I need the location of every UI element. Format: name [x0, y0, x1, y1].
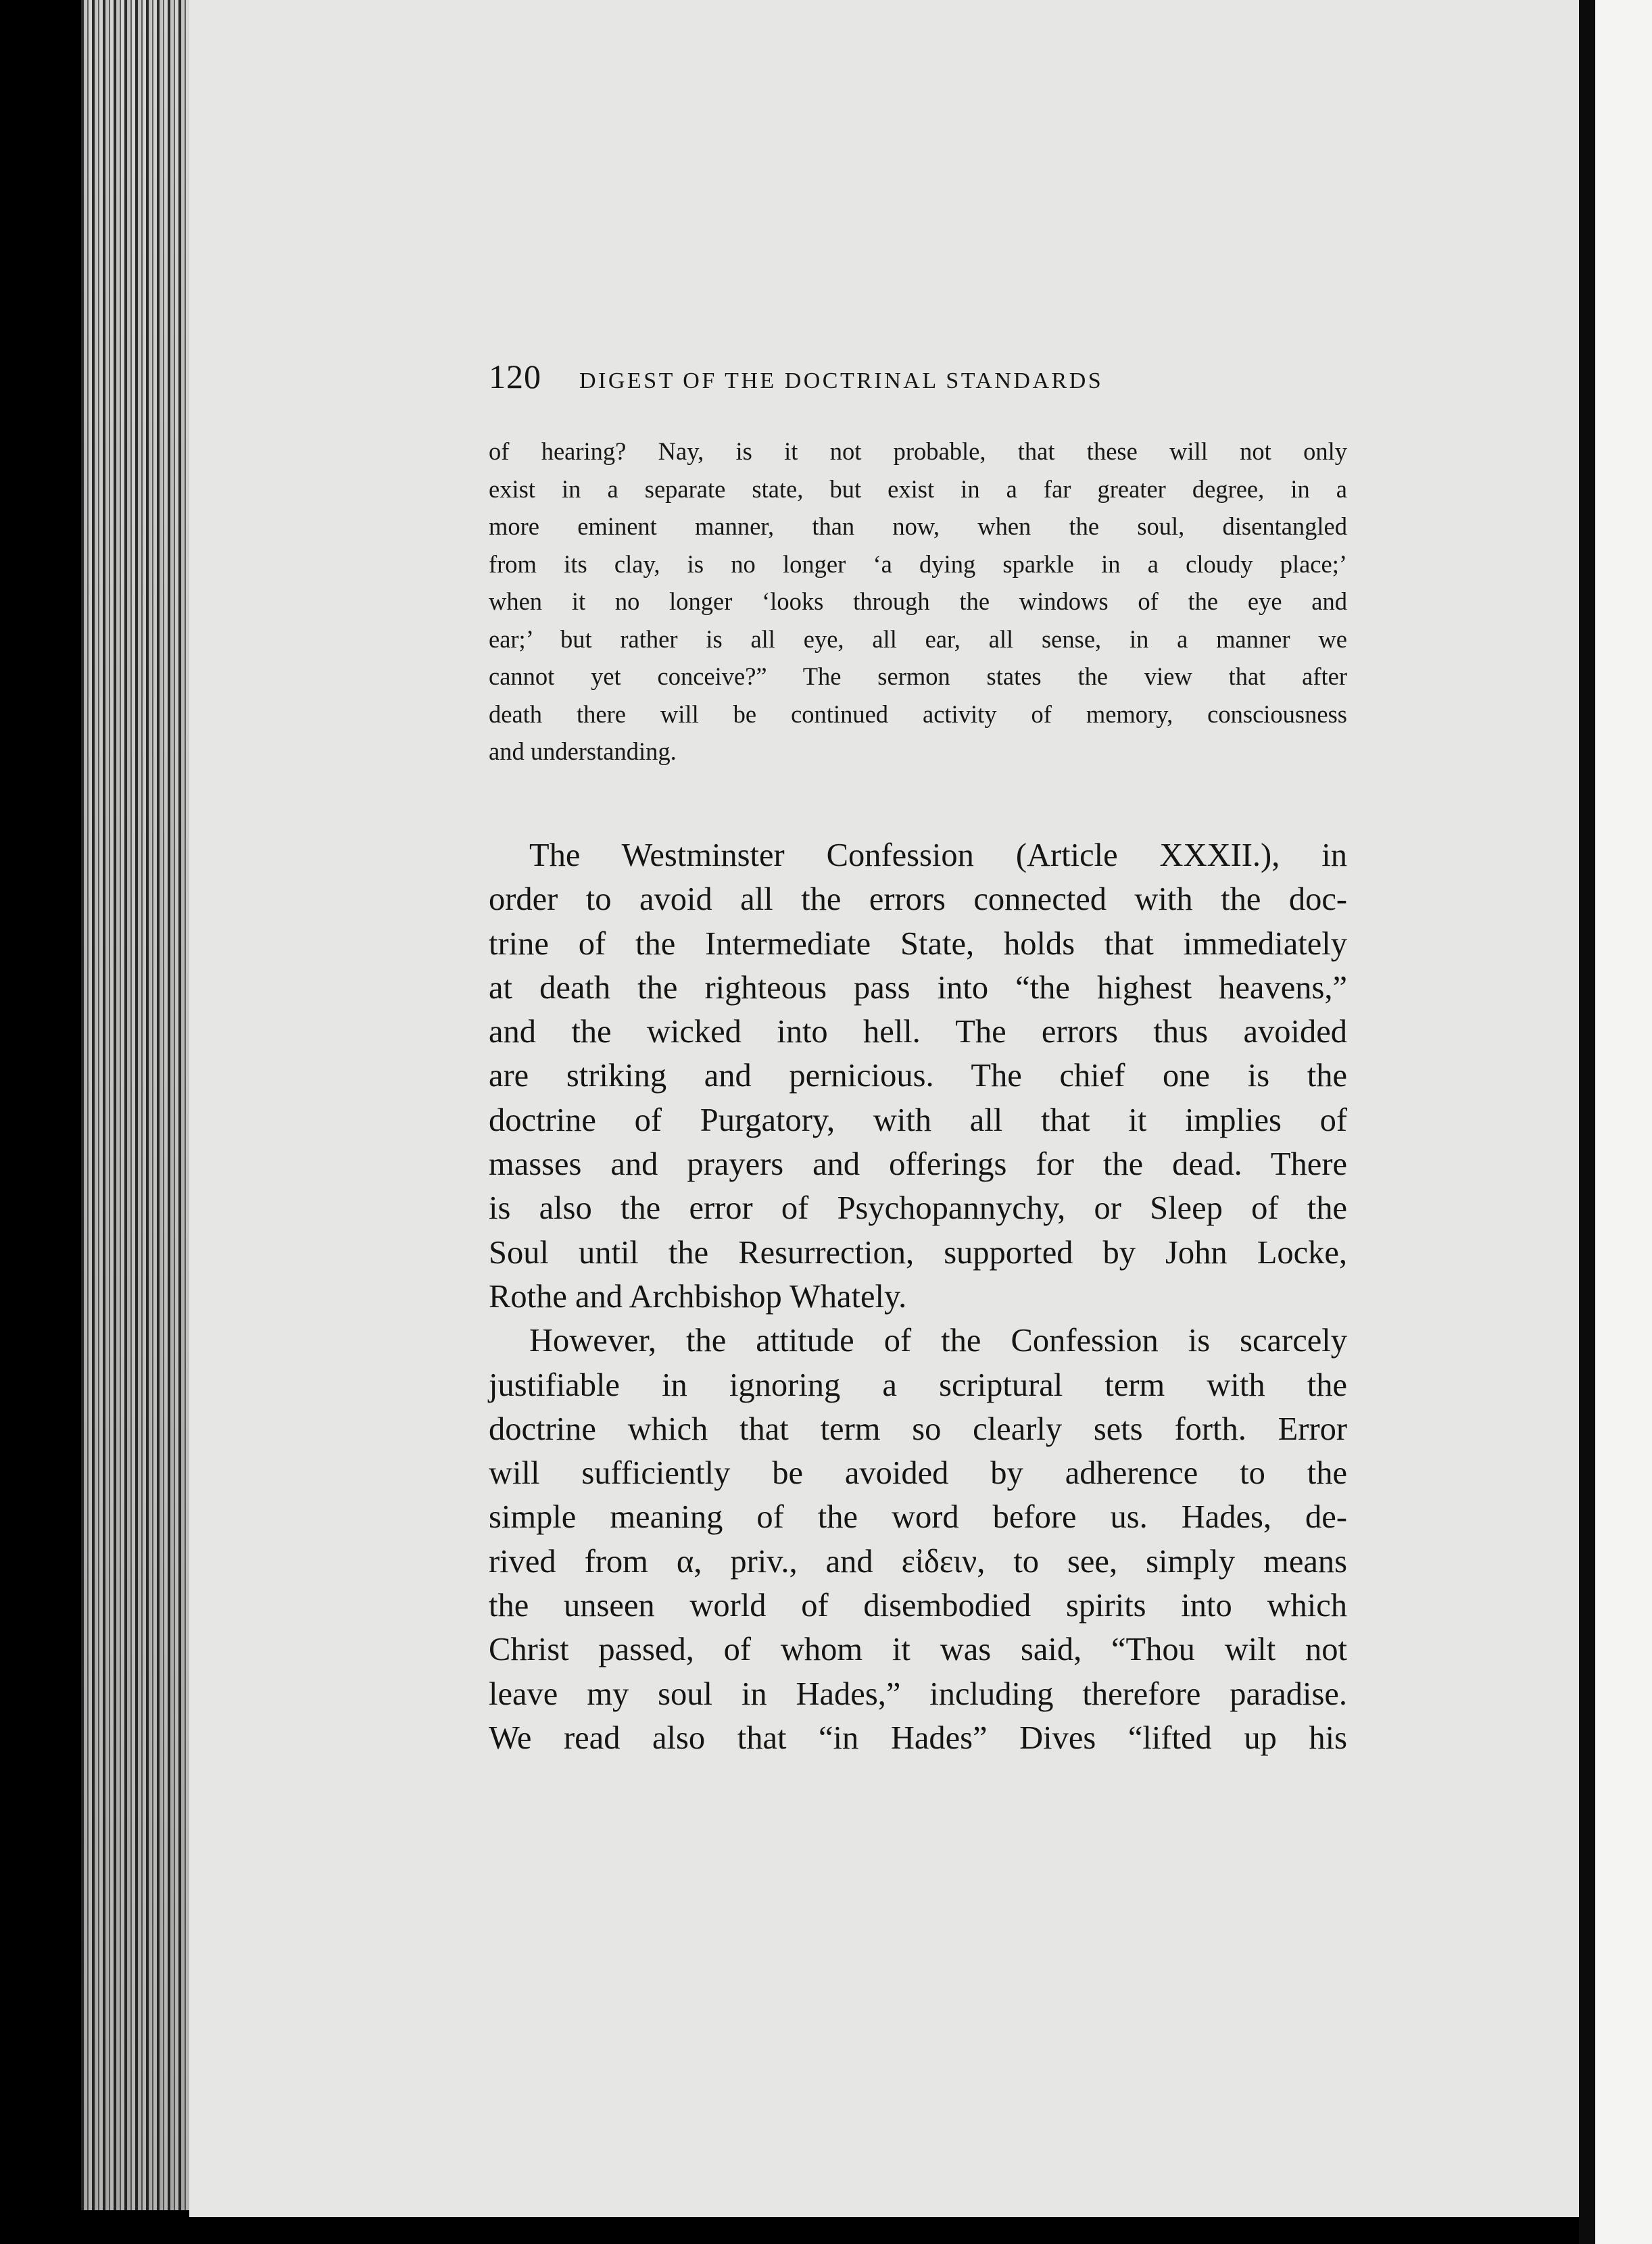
paragraph-westminster: [489, 833, 1347, 1319]
quote-line: exist in a separate state, but exist in a far greater degree, in a: [489, 474, 1347, 503]
quoted-passage: [489, 433, 1347, 771]
body-line: masses and prayers and offerings for the dead. There: [489, 1146, 1347, 1183]
page-number: 120: [489, 358, 541, 395]
quote-line: when it no longer ‘looks through the windows of the eye and: [489, 587, 1347, 615]
quote-line: of hearing? Nay, is it not probable, that these will not only: [489, 437, 1347, 465]
body-line: are striking and pernicious. The chief one is the: [489, 1058, 1347, 1094]
quote-line: death there will be continued activity of memory, consciousness: [489, 700, 1347, 728]
body-line: Soul until the Resurrection, supported by John Locke,: [489, 1234, 1347, 1271]
body-line: However, the attitude of the Confession is scarcely: [529, 1323, 1347, 1359]
running-header: [489, 357, 1347, 397]
body-line: doctrine which that term so clearly sets forth. Error: [489, 1411, 1347, 1447]
facing-page-edge: [1595, 0, 1652, 2244]
body-line: and the wicked into hell. The errors thus avoided: [489, 1014, 1347, 1050]
body-line: doctrine of Purgatory, with all that it implies of: [489, 1102, 1347, 1138]
body-line: Rothe and Archbishop Whately.: [489, 1278, 907, 1315]
body-line: Christ passed, of whom it was said, “Thou wilt not: [489, 1632, 1347, 1668]
body-line: is also the error of Psychopannychy, or Sleep of the: [489, 1190, 1347, 1227]
quote-line: ear;’ but rather is all eye, all ear, all sense, in a manner we: [489, 625, 1347, 653]
body-line: order to avoid all the errors connected with the doc-: [489, 881, 1347, 918]
body-line: the unseen world of disembodied spirits into which: [489, 1588, 1347, 1624]
facing-page-gutter: [1579, 0, 1595, 2244]
quote-line: cannot yet conceive?” The sermon states the view that after: [489, 662, 1347, 690]
quote-line: from its clay, is no longer ‘a dying sparkle in a cloudy place;’: [489, 550, 1347, 578]
quote-line: more eminent manner, than now, when the soul, disentangled: [489, 512, 1347, 540]
body-line: will sufficiently be avoided by adherence to the: [489, 1455, 1347, 1492]
running-title: DIGEST OF THE DOCTRINAL STANDARDS: [579, 368, 1104, 393]
book-page-edges: [81, 0, 196, 2210]
paragraph-hades: [489, 1319, 1347, 1760]
body-line: rived from α, priv., and εἰδειν, to see, simply means: [489, 1543, 1347, 1580]
body-line: leave my soul in Hades,” including therefore paradise.: [489, 1676, 1347, 1712]
body-line: at death the righteous pass into “the highest heavens,”: [489, 969, 1347, 1006]
body-line: justifiable in ignoring a scriptural term with the: [489, 1367, 1347, 1403]
body-line: The Westminster Confession (Article XXXII.), in: [529, 837, 1347, 873]
quote-line: and understanding.: [489, 737, 677, 765]
body-text: [489, 833, 1347, 1760]
body-line: We read also that “in Hades” Dives “lifted up his: [489, 1719, 1347, 1756]
body-line: trine of the Intermediate State, holds that immediately: [489, 925, 1347, 962]
body-line: simple meaning of the word before us. Hades, de-: [489, 1499, 1347, 1536]
